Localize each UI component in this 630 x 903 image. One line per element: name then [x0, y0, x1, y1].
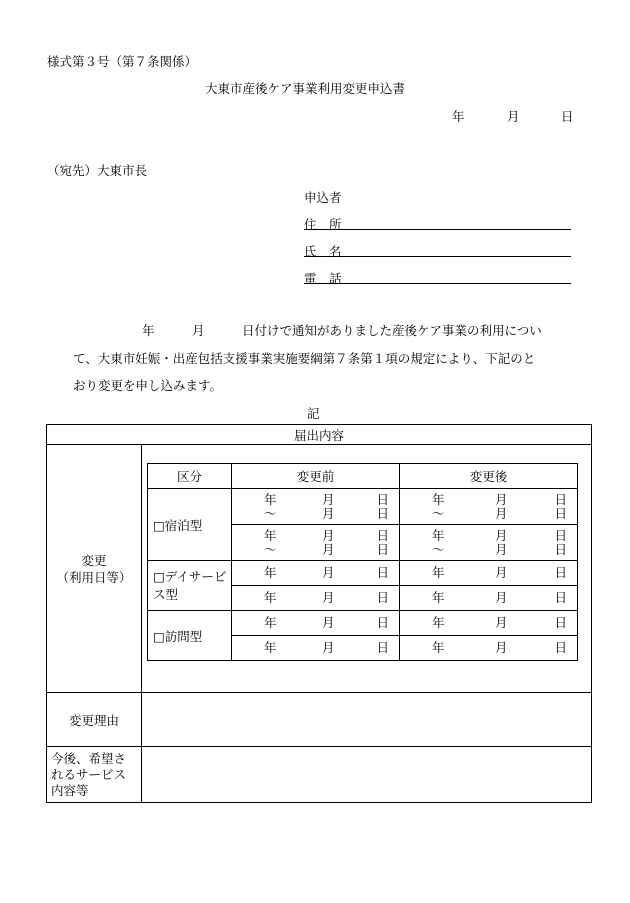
phone-field[interactable] [304, 283, 571, 284]
date-month: 月 [507, 109, 520, 124]
ki-mark: 記 [307, 406, 320, 421]
type-day[interactable]: □デイサービス型 [148, 561, 232, 611]
after-date[interactable]: 年 月 日 [400, 636, 578, 661]
col-after: 変更後 [400, 464, 578, 489]
col-before: 変更前 [232, 464, 400, 489]
change-label: 変更 （利用日等） [47, 445, 142, 693]
body-line-2: て、大東市妊娠・出産包括支援事業実施要綱第７条第１項の規定により、下記のと [73, 351, 536, 366]
col-kubun: 区分 [148, 464, 232, 489]
phone-label: 電 話 [304, 271, 342, 286]
after-date[interactable]: 年 月 日 [400, 586, 578, 611]
reason-label: 変更理由 [47, 693, 142, 747]
body-line-3: おり変更を申し込みます。 [73, 378, 223, 393]
address-field[interactable] [304, 229, 571, 230]
before-range[interactable]: 年 月 日 ～ 月 日 [232, 525, 400, 561]
type-visit[interactable]: □訪問型 [148, 611, 232, 661]
applicant-label: 申込者 [304, 190, 342, 205]
date-year: 年 [452, 109, 465, 124]
type-stay[interactable]: □宿泊型 [148, 489, 232, 561]
name-field[interactable] [304, 256, 571, 257]
change-dates-table [147, 463, 578, 661]
before-date[interactable]: 年 月 日 [232, 636, 400, 661]
hope-label: 今後、希望されるサービス内容等 [47, 747, 142, 803]
table-header: 届出内容 [47, 425, 592, 445]
change-cell [142, 445, 592, 693]
notification-table [46, 424, 592, 803]
before-date[interactable]: 年 月 日 [232, 586, 400, 611]
after-range[interactable]: 年 月 日 ～ 月 日 [400, 489, 578, 525]
date-day: 日 [561, 109, 574, 124]
body-line-1: 年 月 日付けで通知がありました産後ケア事業の利用につい [142, 323, 542, 338]
after-date[interactable]: 年 月 日 [400, 611, 578, 636]
name-label: 氏 名 [304, 244, 342, 259]
after-range[interactable]: 年 月 日 ～ 月 日 [400, 525, 578, 561]
before-range[interactable]: 年 月 日 ～ 月 日 [232, 489, 400, 525]
document-title: 大東市産後ケア事業利用変更申込書 [205, 81, 406, 96]
reason-field[interactable] [142, 693, 592, 747]
after-date[interactable]: 年 月 日 [400, 561, 578, 586]
hope-field[interactable] [142, 747, 592, 803]
addressee: （宛先）大東市長 [47, 163, 148, 178]
before-date[interactable]: 年 月 日 [232, 561, 400, 586]
address-label: 住 所 [304, 217, 342, 232]
form-number: 様式第３号（第７条関係） [47, 54, 198, 69]
before-date[interactable]: 年 月 日 [232, 611, 400, 636]
